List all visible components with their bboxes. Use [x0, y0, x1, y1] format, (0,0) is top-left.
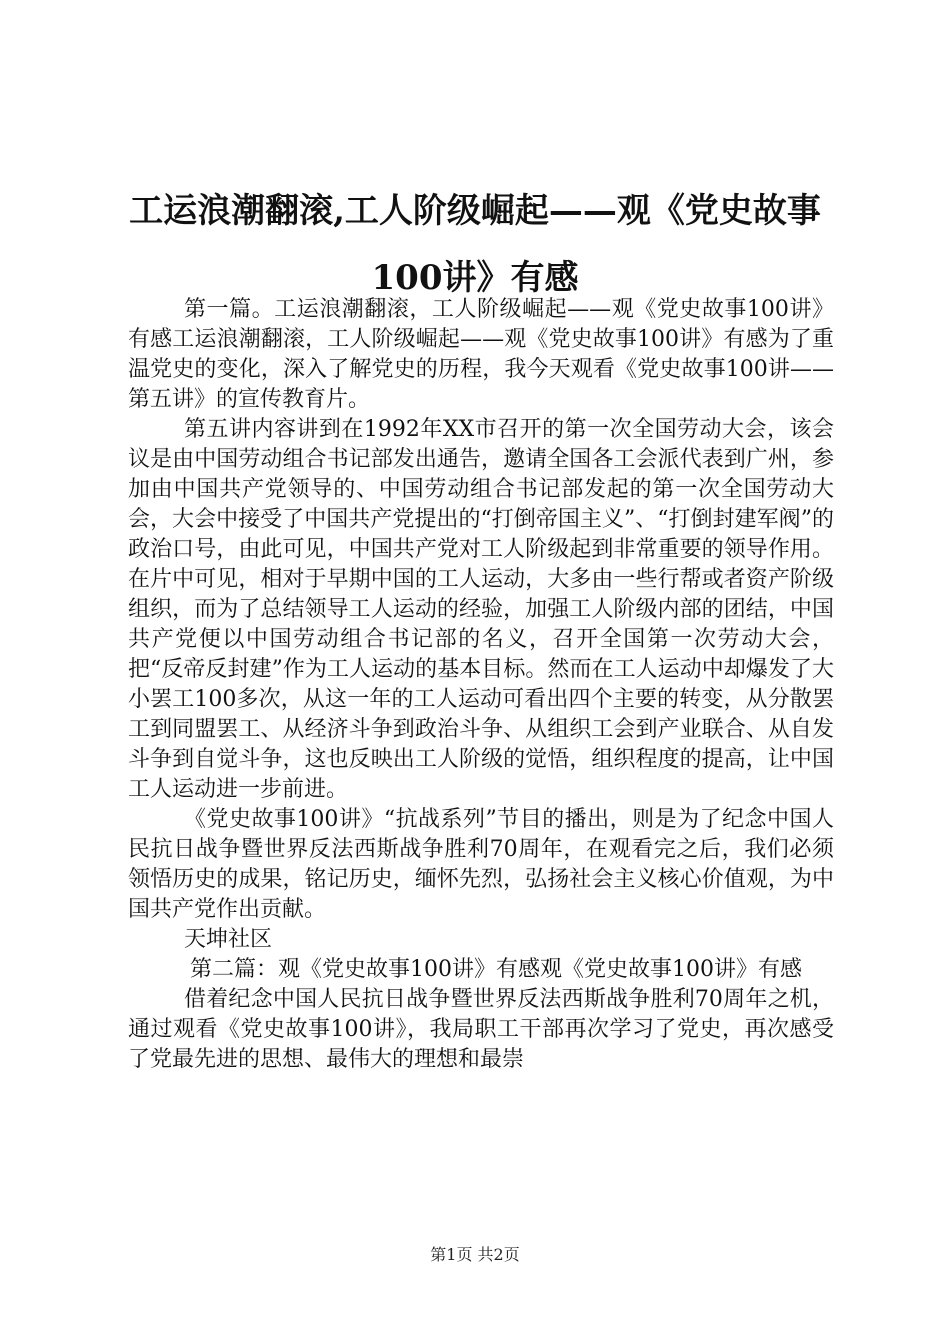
paragraph-1: 第一篇。工运浪潮翻滚，工人阶级崛起——观《党史故事100讲》有感工运浪潮翻滚，工人阶级崛起——观《党史故事100讲》有感为了重温党史的变化，深入了解党史的历程，我今天观看《党史故事100讲——第五讲》的宣传教育片。	[128, 297, 834, 412]
document-body	[128, 295, 834, 1075]
document-title: 工运浪潮翻滚,工人阶级崛起——观《党史故事100讲》有感	[129, 191, 821, 298]
signature: 天坤社区	[184, 927, 273, 952]
second-article-heading: 第二篇：观《党史故事100讲》有感观《党史故事100讲》有感	[190, 957, 802, 982]
second-article-paragraph: 借着纪念中国人民抗日战争暨世界反法西斯战争胜利70周年之机，通过观看《党史故事100讲》，我局职工干部再次学习了党史，再次感受了党最先进的思想、最伟大的理想和最崇	[128, 987, 834, 1072]
page-footer: 第1页 共2页	[430, 1245, 520, 1264]
paragraph-3: 《党史故事100讲》“抗战系列”节目的播出，则是为了纪念中国人民抗日战争暨世界反法西斯战争胜利70周年，在观看完之后，我们必须领悟历史的成果，铭记历史，缅怀先烈，弘扬社会主义核心价值观，为中国共产党作出贡献。	[128, 807, 834, 922]
paragraph-2: 第五讲内容讲到在1992年XX市召开的第一次全国劳动大会，该会议是由中国劳动组合书记部发出通告，邀请全国各工会派代表到广州，参加由中国共产党领导的、中国劳动组合书记部发起的第一次全国劳动大会，大会中接受了中国共产党提出的“打倒帝国主义”、“打倒封建军阀”的政治口号，由此可见，中国共产党对工人阶级起到非常重要的领导作用。在片中可见，相对于早期中国的工人运动，大多由一些行帮或者资产阶级组织，而为了总结领导工人运动的经验，加强工人阶级内部的团结，中国共产党便以中国劳动组合书记部的名义，召开全国第一次劳动大会，把“反帝反封建”作为工人运动的基本目标。然而在工人运动中却爆发了大小罢工100多次，从这一年的工人运动可看出四个主要的转变，从分散罢工到同盟罢工、从经济斗争到政治斗争、从组织工会到产业联合、从自发斗争到自觉斗争，这也反映出工人阶级的觉悟，组织程度的提高，让中国工人运动进一步前进。	[128, 417, 834, 802]
